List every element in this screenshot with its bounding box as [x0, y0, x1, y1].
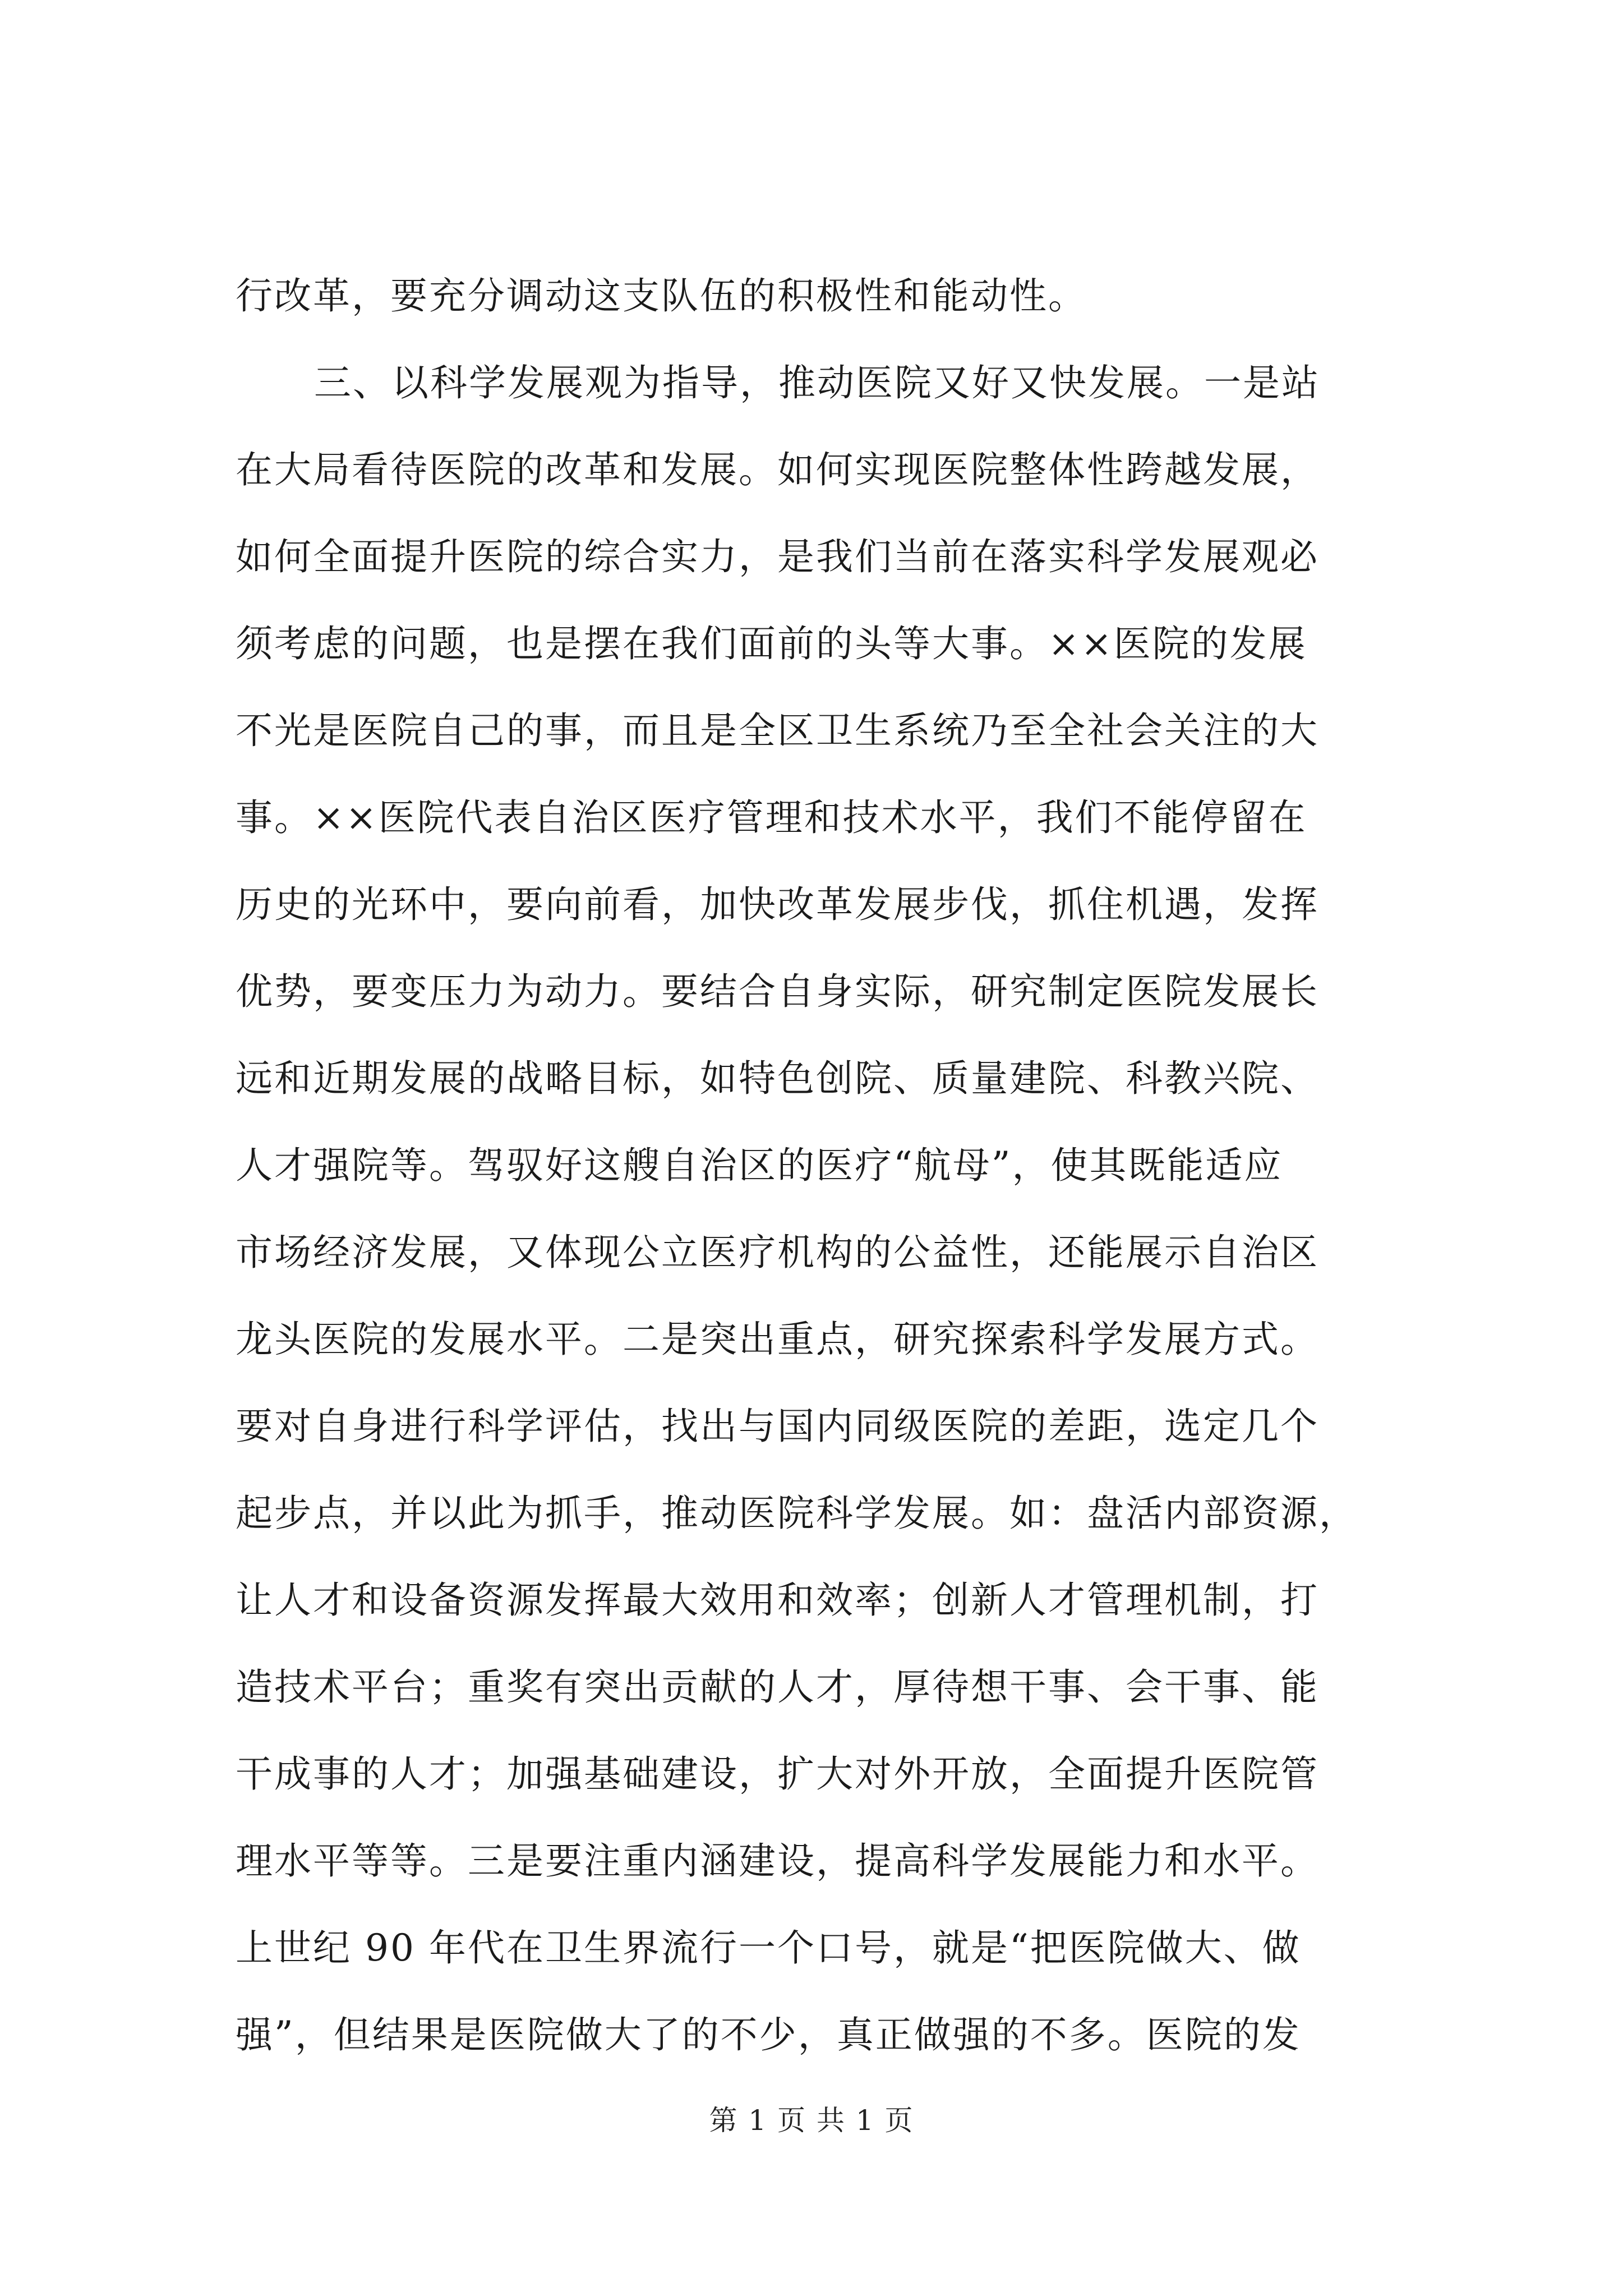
text-line: 在大局看待医院的改革和发展。如何实现医院整体性跨越发展，: [236, 448, 1319, 491]
text-line: 三、以科学发展观为指导，推动医院又好又快发展。一是站: [314, 361, 1320, 404]
text-line: 理水平等等。三是要注重内涵建设，提高科学发展能力和水平。: [236, 1839, 1319, 1883]
text-line: 事。××医院代表自治区医疗管理和技术水平，我们不能停留在: [236, 796, 1307, 839]
text-line: 造技术平台；重奖有突出贡献的人才，厚待想干事、会干事、能: [236, 1665, 1319, 1709]
text-line: 优势，要变压力为动力。要结合自身实际，研究制定医院发展长: [236, 970, 1319, 1013]
text-line: 让人才和设备资源发挥最大效用和效率；创新人才管理机制，打: [236, 1579, 1319, 1622]
text-line: 须考虑的问题，也是摆在我们面前的头等大事。××医院的发展: [236, 622, 1307, 665]
body-text: [236, 252, 1419, 2078]
text-line: 人才强院等。驾驭好这艘自治区的医疗“航母”，使其既能适应: [236, 1144, 1283, 1187]
text-line: 龙头医院的发展水平。二是突出重点，研究探索科学发展方式。: [236, 1318, 1319, 1361]
text-line: 如何全面提升医院的综合实力，是我们当前在落实科学发展观必: [236, 535, 1319, 578]
text-line: 历史的光环中，要向前看，加快改革发展步伐，抓住机遇，发挥: [236, 883, 1319, 926]
page-footer: 第 1 页 共 1 页: [709, 2104, 914, 2137]
text-line: 上世纪 90 年代在卫生界流行一个口号，就是“把医院做大、做: [236, 1926, 1301, 1970]
text-line: 起步点，并以此为抓手，推动医院科学发展。如：盘活内部资源，: [236, 1492, 1358, 1535]
text-line: 行改革，要充分调动这支队伍的积极性和能动性。: [236, 274, 1087, 318]
text-line: 干成事的人才；加强基础建设，扩大对外开放，全面提升医院管: [236, 1752, 1319, 1796]
text-line: 要对自身进行科学评估，找出与国内同级医院的差距，选定几个: [236, 1405, 1319, 1448]
text-line: 市场经济发展，又体现公立医疗机构的公益性，还能展示自治区: [236, 1231, 1319, 1274]
text-line: 不光是医院自己的事，而且是全区卫生系统乃至全社会关注的大: [236, 709, 1319, 752]
text-line: 强”，但结果是医院做大了的不少，真正做强的不多。医院的发: [236, 2013, 1301, 2056]
text-line: 远和近期发展的战略目标，如特色创院、质量建院、科教兴院、: [236, 1057, 1319, 1100]
